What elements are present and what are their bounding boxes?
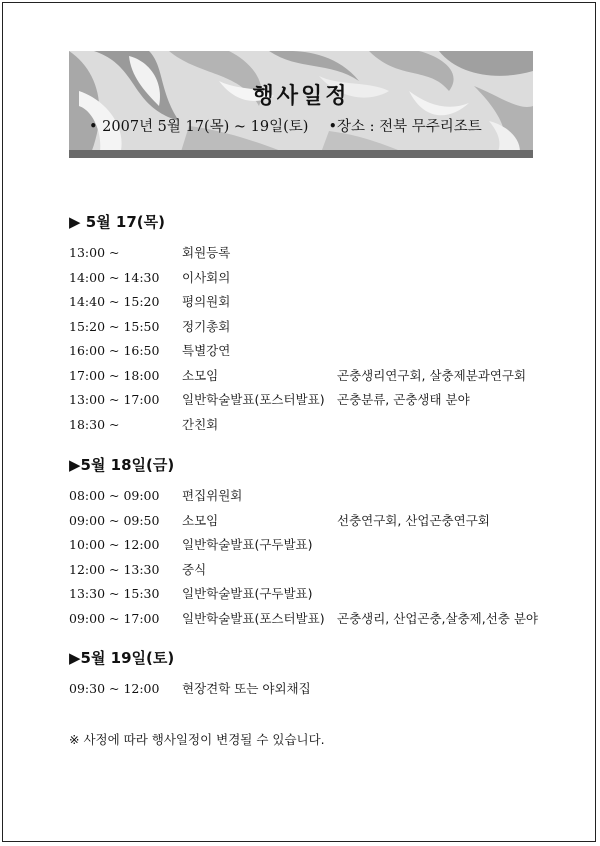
- row-note: 곤충생리연구회, 살충제분과연구회: [337, 367, 527, 383]
- row-event: 간친회: [182, 416, 219, 432]
- row-event: 일반학술발표(포스터발표): [182, 610, 325, 626]
- schedule-row: [69, 364, 540, 389]
- schedule-row: [69, 582, 540, 607]
- schedule-row: [69, 607, 540, 632]
- schedule-row: [69, 266, 540, 291]
- row-event: 회원등록: [182, 245, 231, 260]
- row-event: 일반학술발표(포스터발표): [182, 392, 325, 407]
- schedule-row: [69, 484, 540, 509]
- row-event: 현장견학 또는 야외채집: [182, 681, 311, 696]
- day-section-may-19: [69, 647, 540, 702]
- row-time: 09:30 ~ 12:00: [69, 681, 160, 696]
- header-banner: [69, 51, 533, 158]
- schedule-row: [69, 290, 540, 315]
- row-time: 14:40 ~ 15:20: [69, 294, 160, 309]
- row-event: 평의원회: [182, 294, 231, 309]
- row-time: 17:00 ~ 18:00: [69, 367, 160, 383]
- event-date: • 2007년 5월 17(목) ~ 19일(토): [89, 119, 309, 135]
- row-note: 곤충분류, 곤충생태 분야: [337, 392, 470, 407]
- row-event: 일반학술발표(구두발표): [182, 537, 313, 552]
- event-venue: •장소 : 전북 무주리조트: [328, 119, 482, 135]
- day-section-may-17: [69, 211, 540, 437]
- row-time: 15:20 ~ 15:50: [69, 318, 160, 334]
- row-time: 09:00 ~ 09:50: [69, 512, 160, 528]
- row-time: 12:00 ~ 13:30: [69, 561, 160, 577]
- row-event: 일반학술발표(구두발표): [182, 586, 313, 601]
- schedule-change-notice: ※ 사정에 따라 행사일정이 변경될 수 있습니다.: [69, 732, 325, 747]
- row-event: 정기총회: [182, 318, 231, 334]
- row-time: 16:00 ~ 16:50: [69, 343, 160, 358]
- day-header: ▶ 5월 17(목): [69, 213, 165, 231]
- row-event: 편집위원회: [182, 488, 243, 503]
- row-time: 18:30 ~: [69, 416, 120, 432]
- row-note: 곤충생리, 산업곤충,살충제,선충 분야: [337, 610, 538, 626]
- row-time: 13:00 ~: [69, 245, 120, 260]
- row-event: 소모임: [182, 367, 219, 383]
- schedule-row: [69, 413, 540, 438]
- schedule-row: [69, 533, 540, 558]
- row-event: 소모임: [182, 512, 219, 528]
- schedule-row: [69, 315, 540, 340]
- row-note: 선충연구회, 산업곤충연구회: [337, 512, 490, 528]
- row-event: 특별강연: [182, 343, 231, 358]
- schedule-row: [69, 388, 540, 413]
- day-section-may-18: [69, 454, 540, 631]
- row-time: 08:00 ~ 09:00: [69, 488, 160, 503]
- schedule-row: [69, 558, 540, 583]
- schedule-row: [69, 677, 540, 702]
- day-header: ▶5월 18일(금): [69, 456, 175, 474]
- row-time: 13:00 ~ 17:00: [69, 392, 160, 407]
- schedule-row: [69, 339, 540, 364]
- row-time: 14:00 ~ 14:30: [69, 269, 160, 285]
- row-event: 중식: [182, 561, 207, 577]
- day-header: ▶5월 19일(토): [69, 649, 175, 667]
- schedule-row: [69, 241, 540, 266]
- event-info-line: [89, 115, 482, 136]
- row-time: 13:30 ~ 15:30: [69, 586, 160, 601]
- banner-underline-bar: [69, 150, 533, 158]
- row-time: 10:00 ~ 12:00: [69, 537, 160, 552]
- schedule-row: [69, 509, 540, 534]
- page-title: 행사일정: [252, 83, 350, 109]
- row-time: 09:00 ~ 17:00: [69, 610, 160, 626]
- row-event: 이사회의: [182, 269, 231, 285]
